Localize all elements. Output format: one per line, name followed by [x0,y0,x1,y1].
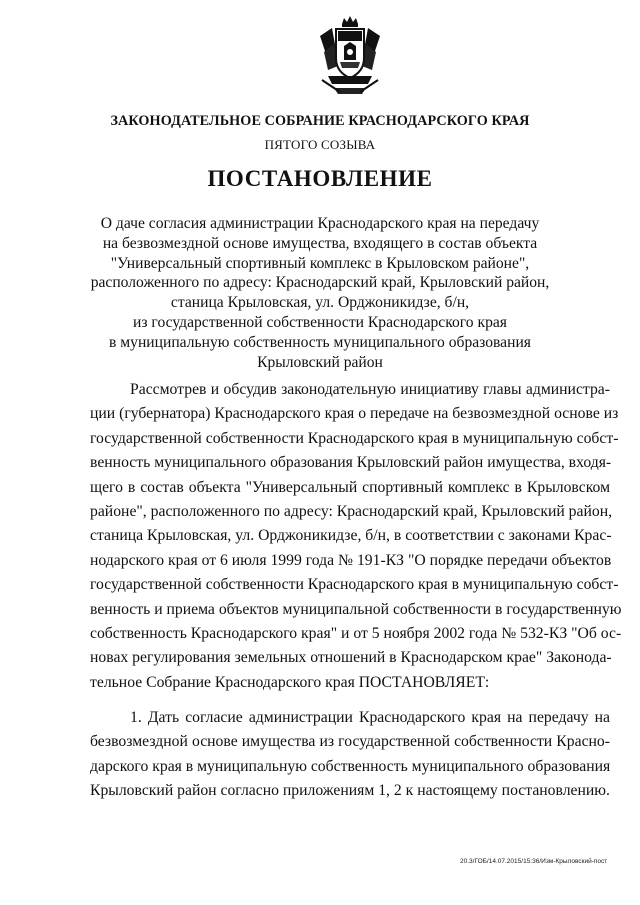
paragraph-line: районе", расположенного по адресу: Краснодарский край, Крыловский район, [90,503,613,521]
subject-line: О даче согласия администрации Краснодарского края на передачу [100,215,540,232]
document-footer-code: 20.3/ГОБ/14.07.2015/15:36/Изм-Крыловский-пост [460,858,608,865]
subject-line: "Универсальный спортивный комплекс в Крыловском районе", [110,254,530,272]
document-type-title: ПОСТАНОВЛЕНИЕ [207,166,433,191]
paragraph-line: Рассмотрев и обсудив законодательную инициативу главы администра- [130,381,610,398]
paragraph-line: государственной собственности Краснодарского края в муниципальную собст- [90,429,619,447]
organization-name: ЗАКОНОДАТЕЛЬНОЕ СОБРАНИЕ КРАСНОДАРСКОГО КРАЯ [110,113,530,129]
item-1-paragraph [90,706,610,804]
coat-of-arms-emblem [314,14,386,96]
paragraph-line: щего в состав объекта "Универсальный спортивный комплекс в Крыловском [90,478,610,496]
paragraph-line: дарского края в муниципальную собственность муниципального образования [90,757,611,775]
paragraph-line: венность и приема объектов муниципальной собственности в государственную [90,600,622,618]
paragraph-line: венность муниципального образования Крыловский район имущества, входя- [90,454,612,472]
document-subject [0,214,640,372]
subject-line: Крыловский район [257,353,383,371]
paragraph-line: станица Крыловская, ул. Орджоникидзе, б/н, в соответствии с законами Крас- [90,527,612,545]
convocation-label: ПЯТОГО СОЗЫВА [264,137,376,152]
subject-line: в муниципальную собственность муниципального образования [109,333,531,351]
paragraph-line: собственность Краснодарского края" и от 5 ноября 2002 года № 532-КЗ "Об ос- [90,625,622,643]
subject-line: станица Крыловская, ул. Орджоникидзе, б/н, [170,294,470,312]
subject-line: на безвозмездной основе имущества, входящего в состав объекта [102,234,538,252]
paragraph-line: новах регулирования земельных отношений в Краснодарском крае" Законода- [90,649,612,667]
paragraph-line: безвозмездной основе имущества из государственной собственности Красно- [90,733,610,751]
subject-line: расположенного по адресу: Краснодарский край, Крыловский район, [90,274,550,292]
paragraph-line: 1. Дать согласие администрации Краснодарского края на передачу на [130,709,610,726]
paragraph-line: Крыловский район согласно приложениям 1, 2 к настоящему постановлению. [90,782,610,800]
paragraph-line: тельное Собрание Краснодарского края ПОСТАНОВЛЯЕТ: [90,673,490,691]
paragraph-line: государственной собственности Краснодарского края в муниципальную собст- [90,576,619,594]
paragraph-line: нодарского края от 6 июля 1999 года № 191-КЗ "О порядке передачи объектов [90,551,612,569]
preamble-paragraph [90,378,622,695]
subject-line: из государственной собственности Краснодарского края [133,313,507,331]
paragraph-line: ции (губернатора) Краснодарского края о передаче на безвозмездной основе из [90,405,619,423]
